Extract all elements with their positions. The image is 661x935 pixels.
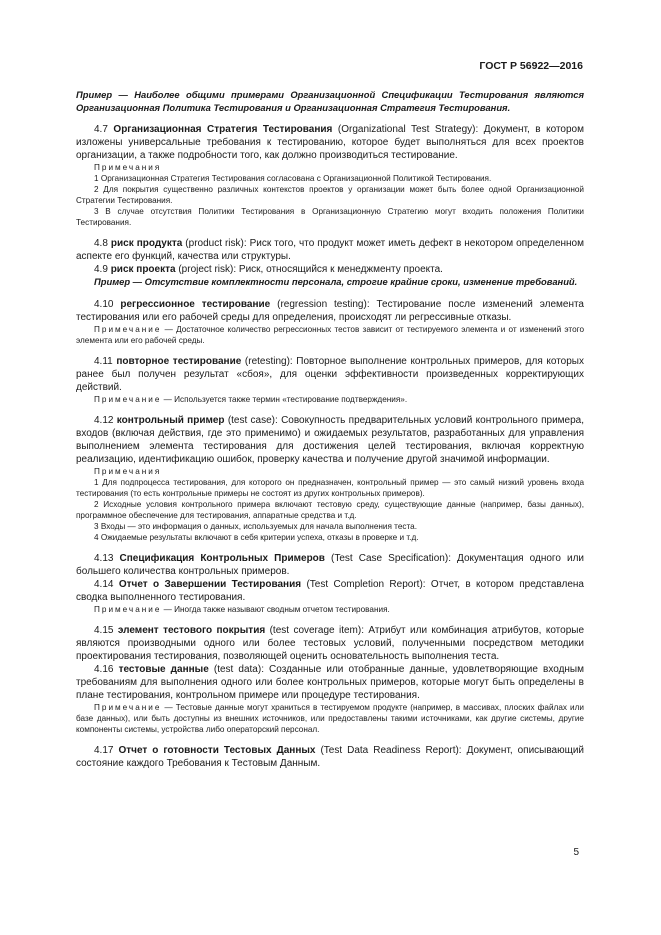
- definition-text: (Organizational Test Strategy): Документ, в котором изложены универсальные требования к тестированию, которое будет выполняться для всех проектов организации, а также подробности того, как должно производиться тестирование.: [76, 124, 584, 161]
- clause-number: 4.17: [94, 744, 114, 756]
- clause-number: 4.15: [94, 624, 114, 636]
- definition-text: (test case): Совокупность предварительных условий контрольного примера, входов (включая действия, где это применимо) и ожидаемых результатов, разработанных для управления выполнением элемента тестирования для достижения целей тестирования, включая корректную реализацию, идентификацию ошибок, проверку качества и получение другой значимой информации.: [76, 414, 584, 465]
- note-text: — Тестовые данные могут храниться в тестируемом продукте (например, в массивах, плоских файлах или базе данных), или быть доступны из внешних источников, или предоставлены такими источниками, как другие системы, другие компоненты системы, устройства либо операторский персонал.: [76, 702, 584, 734]
- note-item: 1 Организационная Стратегия Тестирования согласована с Организационной Политикой Тестирования.: [94, 174, 492, 183]
- note-item: 2 Для покрытия существенно различных контекстов проектов у организации может быть более одной Организационной Стратегии Тестирования.: [76, 185, 584, 205]
- definition-text: (test data): Созданные или отобранные данные, удовлетворяющие входным требованиям для выполнения одного или более контрольных примеров, которые могут быть определены в плане тестирования, контрольном примере или процедуре тестирования.: [76, 663, 584, 701]
- term: Спецификация Контрольных Примеров: [119, 552, 325, 564]
- definition-4-8: [76, 237, 584, 263]
- term: Отчет о Завершении Тестирования: [118, 578, 302, 590]
- definition-text: (product risk): Риск того, что продукт может иметь дефект в некотором определенном аспекте его функций, качества или структуры.: [76, 238, 584, 262]
- page-number: 5: [573, 847, 579, 858]
- note-text: — Достаточное количество регрессионных тестов зависит от тестируемого элемента и от изменений этого элемента или его рабочей среды.: [76, 324, 584, 345]
- notes-heading: Примечания: [94, 466, 162, 476]
- definition-4-15: [76, 624, 584, 663]
- definition-4-12: [76, 414, 584, 466]
- term: регрессионное тестирование: [120, 298, 271, 310]
- notes-heading: Примечания: [94, 163, 162, 172]
- term: повторное тестирование: [116, 355, 242, 367]
- note-text: — Используется также термин «тестирование подтверждения».: [161, 394, 408, 404]
- clause-number: 4.9: [94, 264, 108, 275]
- definition-text: (regression testing): Тестирование после изменений элемента тестирования или его рабочей среды для определения, происходят ли регрессивные отказы.: [76, 298, 584, 323]
- note-paragraph: [76, 702, 584, 735]
- note-label: Примечание: [94, 324, 162, 334]
- clause-number: 4.12: [94, 414, 114, 426]
- definition-4-17: [76, 744, 584, 770]
- note-paragraph: [76, 604, 584, 615]
- definition-text: (Test Completion Report): Отчет, в котором представлена сводка выполненного тестирования.: [76, 578, 584, 603]
- clause-number: 4.13: [94, 552, 114, 564]
- definition-4-13: [76, 552, 584, 578]
- example-paragraph: Пример — Отсутствие комплектности персонала, строгие крайние сроки, изменение требований.: [94, 276, 578, 287]
- term: тестовые данные: [118, 663, 209, 675]
- term: контрольный пример: [116, 414, 225, 426]
- term: риск продукта: [110, 238, 183, 249]
- clause-number: 4.16: [94, 663, 114, 675]
- term: элемент тестового покрытия: [117, 624, 266, 636]
- definition-text: (Test Case Specification): Документация одного или большего количества контрольных примеров.: [76, 552, 584, 577]
- note-label: Примечание: [94, 604, 162, 614]
- term: Организационная Стратегия Тестирования: [113, 124, 333, 135]
- note-item: 3 В случае отсутствия Политики Тестирования в Организационную Стратегию могут входить положения Политики Тестирования.: [76, 207, 584, 227]
- note-label: Примечание: [94, 702, 162, 712]
- note-item: 1 Для подпроцесса тестирования, для которого он предназначен, контрольный пример — это самый низкий уровень входа тестирования (то есть контрольные примеры не состоят из других контрольных примеров).: [76, 477, 584, 498]
- example-paragraph: Пример — Наиболее общими примерами Организационной Спецификации Тестирования являются Организационная Политика Тестирования и Организационная Стратегия Тестирования.: [76, 89, 584, 113]
- note-item: 4 Ожидаемые результаты включают в себя критерии успеха, отказы в проверке и т.д.: [94, 532, 419, 542]
- note-item: 3 Входы — это информация о данных, используемых для начала выполнения теста.: [94, 521, 417, 531]
- clause-number: 4.10: [94, 298, 114, 310]
- term: риск проекта: [110, 264, 176, 275]
- note-paragraph: [76, 324, 584, 346]
- definition-text: (Test Data Readiness Report): Документ, описывающий состояние каждого Требования к Тестовым Данным.: [76, 744, 584, 769]
- document-header: ГОСТ Р 56922—2016: [479, 60, 583, 72]
- definition-4-16: [76, 663, 584, 702]
- clause-number: 4.7: [94, 124, 108, 135]
- clause-number: 4.11: [94, 355, 113, 367]
- definition-4-7: [76, 123, 584, 162]
- definition-text: (project risk): Риск, относящийся к менеджменту проекта.: [175, 264, 443, 275]
- note-label: Примечание: [94, 394, 162, 404]
- definition-4-11: [76, 355, 584, 394]
- clause-number: 4.14: [94, 578, 114, 590]
- definition-text: (test coverage item): Атрибут или комбинация атрибутов, которые являются производными одного или более тестовых условий, полученными посредством методики проектирования тестирования, позволяющей оценить основательность выполнения теста.: [76, 624, 585, 662]
- definition-4-14: [76, 578, 584, 604]
- definition-text: (retesting): Повторное выполнение контрольных примеров, для которых ранее был получен результат «сбоя», для оценки эффективности произведенных корректирующих действий.: [76, 355, 584, 393]
- definition-4-9: [76, 263, 584, 276]
- note-paragraph: [76, 394, 584, 405]
- document-body: [76, 89, 584, 770]
- clause-number: 4.8: [94, 238, 108, 249]
- note-text: — Иногда также называют сводным отчетом тестирования.: [161, 604, 390, 614]
- note-item: 2 Исходные условия контрольного примера включают тестовую среду, существующие данные (например, базы данных), программное обеспечение для тестирования, аппаратные средства и т.д.: [76, 499, 584, 520]
- definition-4-10: [76, 298, 584, 324]
- term: Отчет о готовности Тестовых Данных: [118, 744, 316, 756]
